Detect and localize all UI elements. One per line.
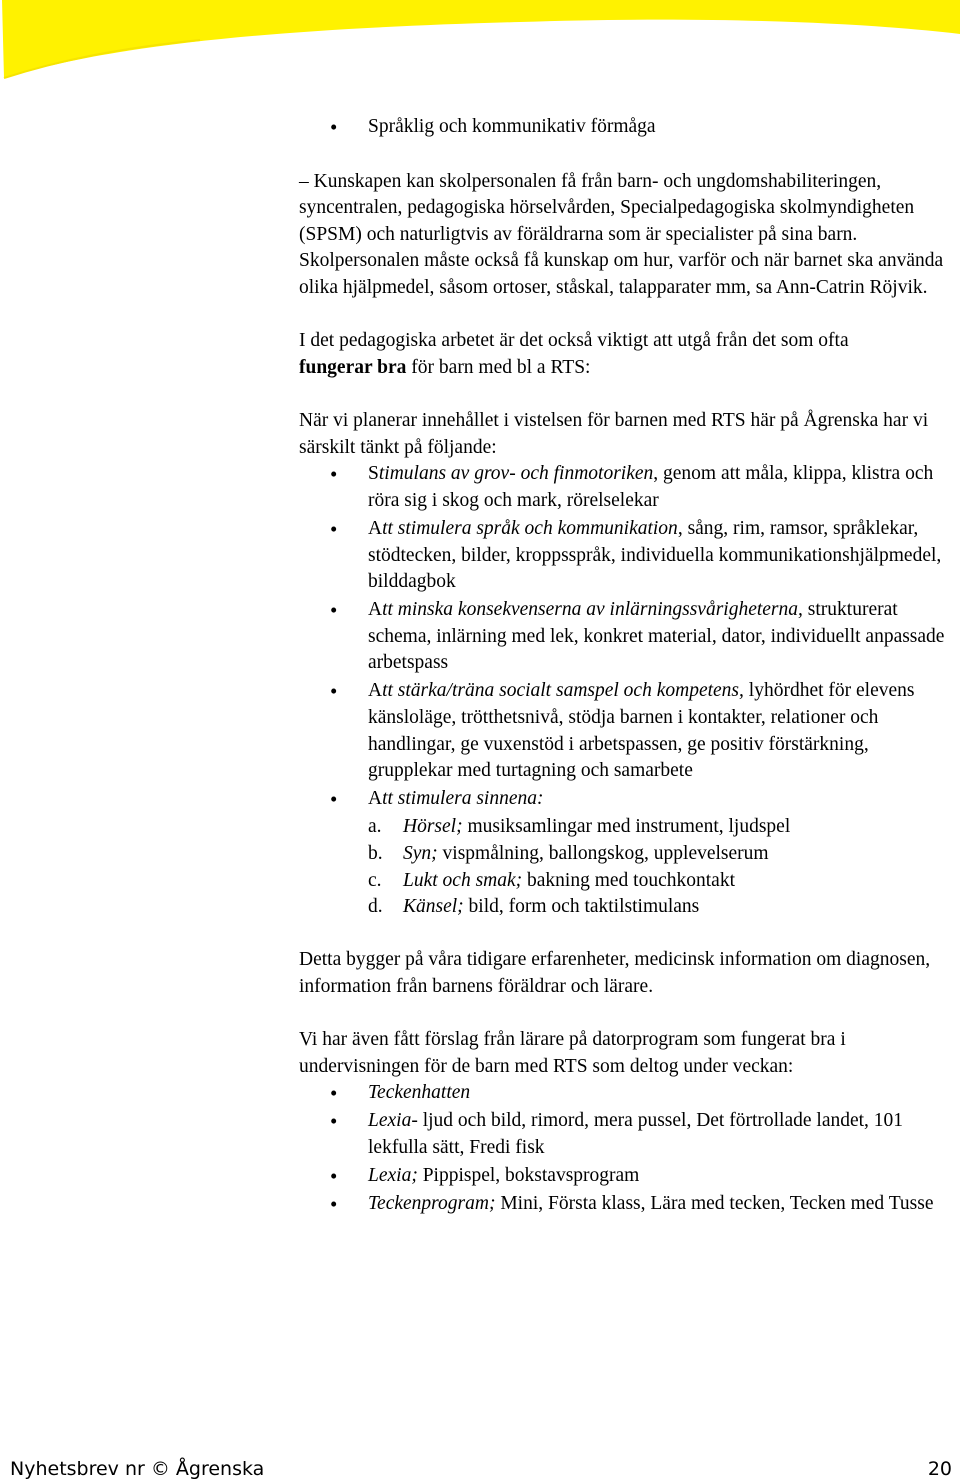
- list-item: • Lexia- ljud och bild, rimord, mera pussel, Det förtrollade landet, 101 lekfulla sätt, Fredi fisk: [299, 1108, 954, 1161]
- programs-intro: Vi har även fått förslag från lärare på datorprogram som fungerat bra i undervisningen för de barn med RTS som deltog under veckan:: [299, 1029, 846, 1077]
- list-item: • Att stimulera språk och kommunikation, sång, rim, ramsor, språklekar, stödtecken, bilder, kroppsspråk, individuella kommunikationshjälpmedel, bilddagbok: [299, 516, 954, 596]
- list-item: • Stimulans av grov- och finmotoriken, genom att måla, klippa, klistra och röra sig i skog och mark, rörelselekar: [299, 461, 954, 514]
- list-item: • Att stimulera sinnena:: [299, 786, 954, 813]
- list-item: • Att minska konsekvenserna av inlärningssvårigheterna, strukturerat schema, inlärning med lek, konkret material, dator, individuellt anpassade arbetspass: [299, 597, 954, 677]
- senses-list: [299, 814, 954, 920]
- programs-list: [299, 1080, 954, 1217]
- list-item: • Att stärka/träna socialt samspel och kompetens, lyhördhet för elevens känsloläge, trötthetsnivå, stödja barnen i kontakter, relationer och handlingar, ge vuxenstöd i arbetspassen, ge positiv förstärkning, grupplekar med turtagning och samarbete: [299, 678, 954, 784]
- list-item: c. Lukt och smak; bakning med touchkontakt: [368, 869, 735, 891]
- quote-paragraph: – Kunskapen kan skolpersonalen få från barn- och ungdomshabiliteringen, syncentralen, pedagogiska hörselvården, Specialpedagogiska skolmyndigheten (SPSM) och naturligtvis av föräldrarna som är specialister på sina barn. Skolpersonalen måste också få kunskap om hur, varför och när barnet ska använda olika hjälpmedel, såsom ortoser, ståskal, talapparater mm, sa Ann-Catrin Röjvik.: [299, 170, 944, 299]
- list-item: • Språklig och kommunikativ förmåga: [299, 114, 954, 141]
- list-item: a. Hörsel; musiksamlingar med instrument, ljudspel: [368, 816, 791, 838]
- planning-intro: När vi planerar innehållet i vistelsen för barnen med RTS här på Ågrenska har vi särskilt tänkt på följande:: [299, 410, 929, 458]
- list-item: • Teckenhatten: [299, 1080, 954, 1107]
- list-item: • Lexia; Pippispel, bokstavsprogram: [299, 1163, 954, 1190]
- pedagogy-paragraph: I det pedagogiska arbetet är det också viktigt att utgå från det som ofta fungerar bra för barn med bl a RTS:: [299, 330, 849, 378]
- page-footer: [10, 1456, 952, 1484]
- intro-list: [299, 114, 954, 141]
- list-item: b. Syn; vispmålning, ballongskog, upplevelserum: [368, 843, 769, 865]
- footer-publication: Nyhetsbrev nr © Ågrenska: [10, 1458, 265, 1480]
- page-number: 20: [927, 1458, 952, 1480]
- article-body: [299, 114, 954, 1219]
- header-banner: [0, 0, 960, 90]
- list-item: d. Känsel; bild, form och taktilstimulans: [368, 896, 700, 918]
- list-item: • Teckenprogram; Mini, Första klass, Lära med tecken, Tecken med Tusse: [299, 1191, 954, 1218]
- experience-paragraph: Detta bygger på våra tidigare erfarenheter, medicinsk information om diagnosen, information från barnens föräldrar och lärare.: [299, 949, 931, 997]
- planning-list: [299, 461, 954, 813]
